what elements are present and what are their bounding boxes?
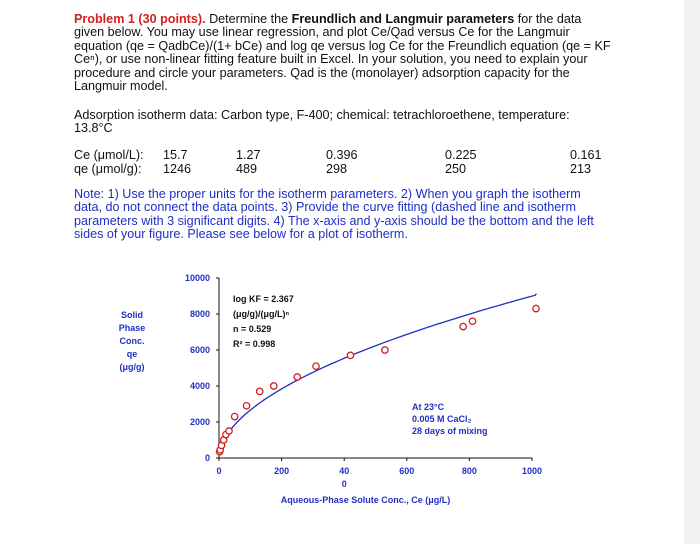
- problem-params: Freundlich and Langmuir parameters: [291, 12, 515, 26]
- isotherm-description: [74, 109, 644, 136]
- data-point: [294, 374, 300, 380]
- fit-annotation: (μg/g)/(μg/L)ⁿ: [233, 309, 290, 319]
- problem-line-5: procedure and circle your parameters. Qad is the (monolayer) adsorption capacity for the: [74, 65, 570, 80]
- x-tick-label: 1000: [521, 466, 543, 476]
- x-tick-label-extra: 0: [341, 479, 347, 489]
- y-tick-label: 10000: [184, 273, 210, 283]
- y-tick-label: 6000: [189, 345, 210, 355]
- data-point: [271, 383, 277, 389]
- fit-annotation: log KF = 2.367: [233, 294, 294, 304]
- qe-value: 250: [445, 162, 467, 176]
- data-point: [347, 352, 353, 358]
- ce-value: 1.27: [236, 148, 261, 162]
- qe-value: 489: [236, 162, 258, 176]
- fit-annotation: n = 0.529: [233, 324, 272, 334]
- viewer-margin: [684, 0, 700, 544]
- note-line-3: parameters with 3 significant digits. 4) The x-axis and y-axis should be the bottom and the left: [74, 213, 594, 228]
- fit-annotation: R² = 0.998: [233, 339, 276, 349]
- y-tick-label: 2000: [189, 417, 210, 427]
- isotherm-chart: [110, 268, 570, 518]
- x-tick-label: 40: [339, 466, 350, 476]
- problem-tail: for the data: [517, 12, 582, 26]
- isotherm-line-1: Adsorption isotherm data: Carbon type, F-400; chemical: tetrachloroethene, temperature:: [74, 108, 570, 122]
- x-tick-label: 600: [399, 466, 415, 476]
- y-axis-label: qe: [126, 349, 138, 359]
- conditions-label: 0.005 M CaCl₂: [412, 414, 472, 424]
- problem-line-4: Ceⁿ), or use non-linear fitting feature built in Excel. In your solution, you need to explain your: [74, 52, 588, 67]
- problem-line-2: given below. You may use linear regression, and plot Ce/Qad versus Ce for the Langmuir: [74, 25, 570, 40]
- y-axis-label: Phase: [118, 323, 146, 333]
- y-tick-label: 4000: [189, 381, 210, 391]
- y-axis-label: Conc.: [119, 336, 145, 346]
- isotherm-line-2: 13.8°C: [74, 121, 113, 136]
- chart-labels: [119, 273, 542, 505]
- conditions-label: 28 days of mixing: [412, 426, 488, 436]
- ce-value: 0.396: [326, 148, 358, 162]
- conditions-label: At 23°C: [412, 402, 445, 412]
- data-point: [313, 363, 319, 369]
- y-tick-label: 0: [204, 453, 210, 463]
- note-line-1: Note: 1) Use the proper units for the isotherm parameters. 2) When you graph the isotherm: [74, 187, 581, 201]
- y-axis-label: (μg/g): [119, 362, 145, 372]
- x-tick-label: 0: [216, 466, 222, 476]
- data-point: [226, 428, 232, 434]
- problem-statement: [74, 13, 644, 93]
- ce-value: 0.225: [445, 148, 477, 162]
- note-block: [74, 188, 644, 242]
- data-point: [382, 347, 388, 353]
- problem-line-6: Langmuir model.: [74, 79, 168, 94]
- x-tick-label: 800: [461, 466, 477, 476]
- data-point: [460, 323, 466, 329]
- data-point: [243, 403, 249, 409]
- ce-value: 15.7: [163, 148, 188, 162]
- y-tick-label: 8000: [189, 309, 210, 319]
- ce-label: Ce (μmol/L):: [74, 148, 144, 162]
- data-point: [469, 318, 475, 324]
- x-axis-label: Aqueous-Phase Solute Conc., Ce (μg/L): [280, 495, 451, 505]
- problem-line-1: [74, 13, 644, 26]
- note-line-4: sides of your figure. Please see below for a plot of isotherm.: [74, 227, 408, 242]
- data-point: [256, 388, 262, 394]
- problem-line-3: equation (qe = QadbCe)/(1+ bCe) and log qe versus log Ce for the Freundlich equation (qe = KF: [74, 38, 611, 53]
- qe-value: 298: [326, 162, 348, 176]
- qe-value: 1246: [163, 162, 192, 176]
- x-tick-label: 200: [274, 466, 290, 476]
- data-point: [231, 413, 237, 419]
- problem-intro: Determine the: [209, 12, 289, 26]
- qe-label: qe (μmol/g):: [74, 162, 142, 176]
- ce-value: 0.161: [570, 148, 602, 162]
- problem-title: Problem 1 (30 points).: [74, 12, 206, 26]
- y-axis-label: Solid: [121, 310, 143, 320]
- qe-value: 213: [570, 162, 592, 176]
- note-line-2: data, do not connect the data points. 3) Provide the curve fitting (dashed line and isotherm: [74, 200, 576, 215]
- data-point: [533, 305, 539, 311]
